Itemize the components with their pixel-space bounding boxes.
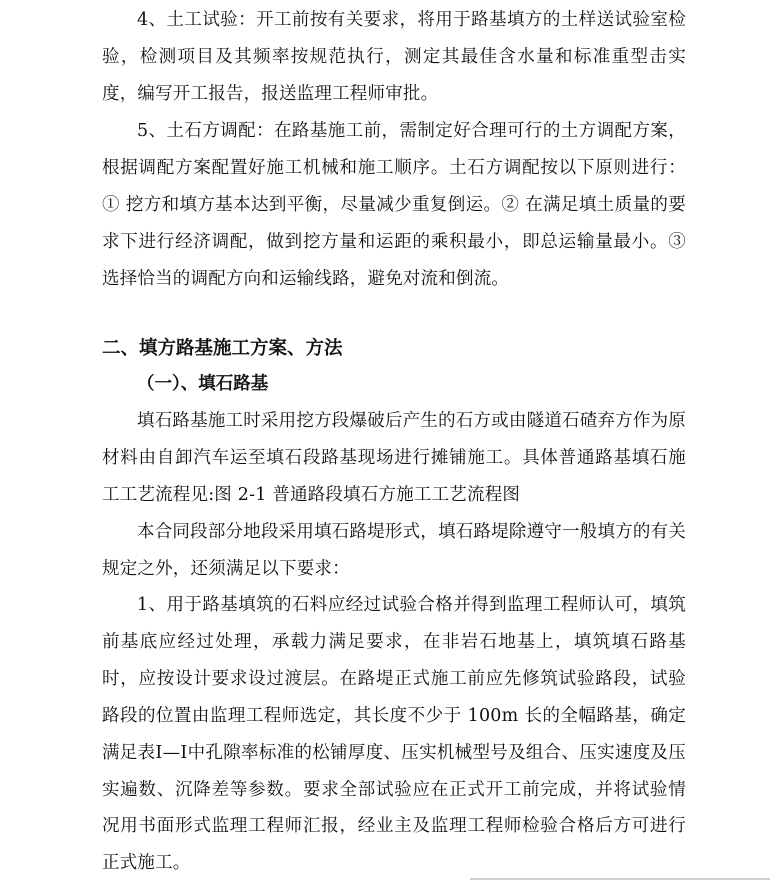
page-edge-divider <box>470 878 770 880</box>
paragraph-rockfill-material: 1、用于路基填筑的石料应经过试验合格并得到监理工程师认可，填筑前基底应经过处理，承载力满足要求，在非岩石地基上，填筑填石路基时，应按设计要求设过渡层。在路堤正式施工前应先修筑试验路段，试验路段的位置由监理工程师选定，其长度不少于 100m 长的全幅路基，确定满足表Ⅰ—Ⅰ中孔隙率标准的松铺厚度、压实机械型号及组合、压实速度及压实遍数、沉降差等参数。要求全部试验应在正式开工前完成，并将试验情况用书面形式监理工程师汇报，经业主及监理工程师检验合格后方可进行正式施工。 <box>102 595 686 874</box>
subsection-heading: （一）、填石路基 <box>137 374 269 394</box>
section-heading: 二、填方路基施工方案、方法 <box>102 338 343 359</box>
paragraph-soil-test: 4、土工试验：开工前按有关要求，将用于路基填方的土样送试验室检验，检测项目及其频率按规范执行，测定其最佳含水量和标准重型击实度，编写开工报告，报送监理工程师审批。 <box>102 10 686 104</box>
paragraph-earthwork-allocation: 5、土石方调配：在路基施工前，需制定好合理可行的土方调配方案，根据调配方案配置好施工机械和施工顺序。土石方调配按以下原则进行：① 挖方和填方基本达到平衡，尽量减少重复倒运。② 在满足填土质量的要求下进行经济调配，做到挖方量和运距的乘积最小，即总运输量最小。③ 选择恰当的调配方向和运输线路，避免对流和倒流。 <box>102 121 686 289</box>
paragraph-rockfill-requirements: 本合同段部分地段采用填石路堤形式，填石路堤除遵守一般填方的有关规定之外，还须满足以下要求： <box>102 522 686 579</box>
paragraph-rockfill-process: 填石路基施工时采用挖方段爆破后产生的石方或由隧道石碴弃方作为原材料由自卸汽车运至填石段路基现场进行摊铺施工。具体普通路基填石施工工艺流程见:图 2-1 普通路段填石方施工工艺流程图 <box>102 411 686 505</box>
